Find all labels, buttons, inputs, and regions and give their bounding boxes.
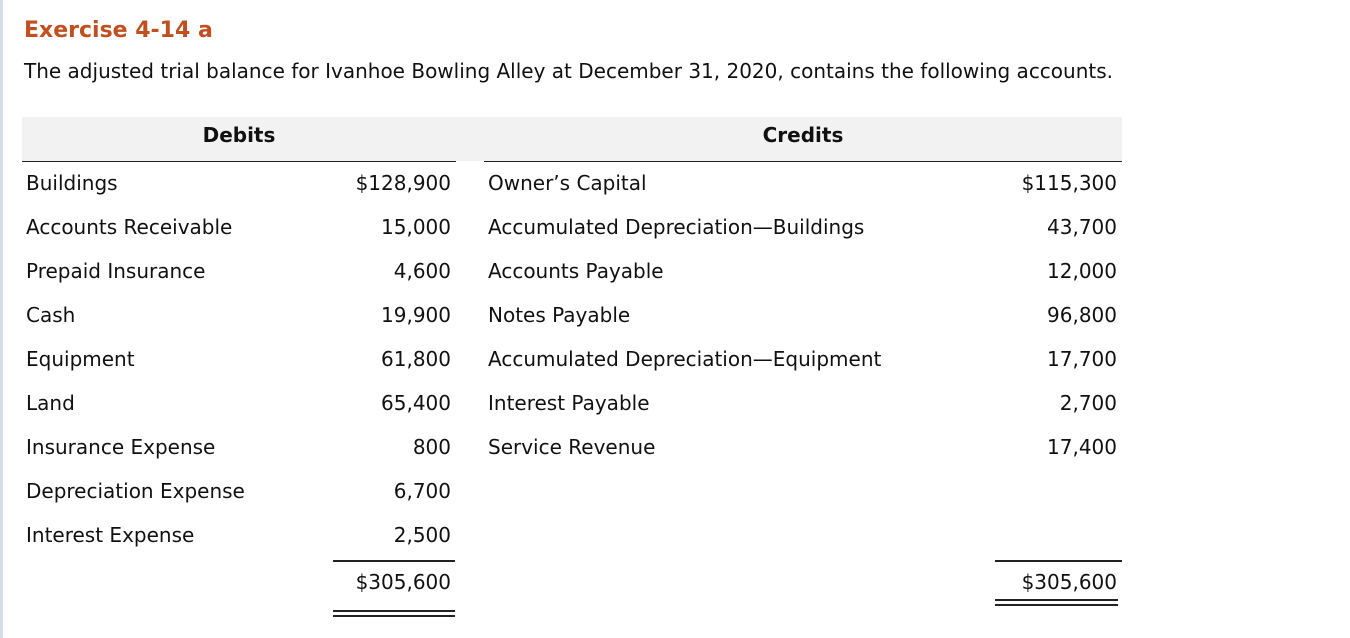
credits-header-rule (484, 161, 1122, 162)
debit-account: Buildings (26, 171, 118, 195)
credit-account: Accumulated Depreciation—Buildings (488, 215, 865, 239)
debit-amount: 4,600 (393, 259, 451, 283)
debit-amount: 15,000 (381, 215, 451, 239)
debit-amount: 61,800 (381, 347, 451, 371)
credits-header: Credits (762, 123, 844, 147)
debit-account: Equipment (26, 347, 135, 371)
debit-account: Insurance Expense (26, 435, 216, 459)
debits-header-rule (22, 161, 456, 162)
credit-account: Accounts Payable (488, 259, 664, 283)
debits-total-top-rule (333, 560, 455, 562)
credit-account: Notes Payable (488, 303, 631, 327)
debit-account: Cash (26, 303, 76, 327)
credit-amount: 17,700 (1047, 347, 1117, 371)
credit-account: Service Revenue (488, 435, 656, 459)
credit-account: Owner’s Capital (488, 171, 647, 195)
debit-account: Interest Expense (26, 523, 195, 547)
debit-amount: 65,400 (381, 391, 451, 415)
credit-amount: 96,800 (1047, 303, 1117, 327)
debits-total: $305,600 (355, 570, 451, 594)
debit-amount: 800 (412, 435, 451, 459)
debit-account: Land (26, 391, 75, 415)
credit-account: Accumulated Depreciation—Equipment (488, 347, 882, 371)
credits-total-top-rule (995, 560, 1122, 562)
credit-account: Interest Payable (488, 391, 650, 415)
credit-amount: 12,000 (1047, 259, 1117, 283)
debit-account: Depreciation Expense (26, 479, 245, 503)
debit-account: Accounts Receivable (26, 215, 233, 239)
credit-amount: $115,300 (1021, 171, 1117, 195)
credit-amount: 17,400 (1047, 435, 1117, 459)
debits-total-double-rule-1 (333, 610, 455, 612)
debit-amount: 19,900 (381, 303, 451, 327)
credit-amount: 2,700 (1059, 391, 1117, 415)
credits-total-double-rule-1 (995, 599, 1118, 601)
left-border (0, 0, 3, 638)
credits-total-double-rule-2 (995, 604, 1118, 606)
debit-account: Prepaid Insurance (26, 259, 206, 283)
debit-amount: $128,900 (355, 171, 451, 195)
debit-amount: 6,700 (393, 479, 451, 503)
credit-amount: 43,700 (1047, 215, 1117, 239)
credits-total: $305,600 (1021, 570, 1117, 594)
debit-amount: 2,500 (393, 523, 451, 547)
intro-text: The adjusted trial balance for Ivanhoe Bowling Alley at December 31, 2020, contains the following accounts. (24, 59, 1114, 83)
debits-header: Debits (202, 123, 276, 147)
debits-total-double-rule-2 (333, 615, 455, 617)
exercise-title: Exercise 4-14 a (24, 18, 213, 43)
